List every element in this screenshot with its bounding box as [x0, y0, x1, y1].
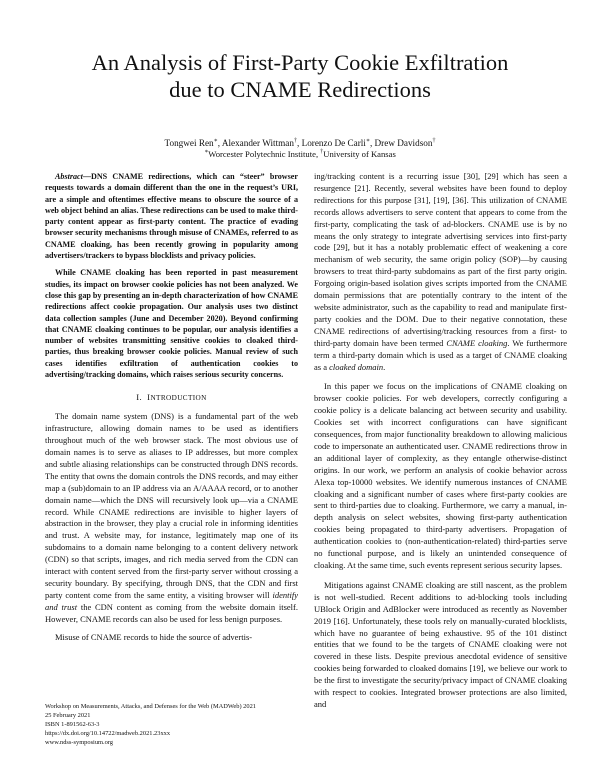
author-mark: ∗ — [213, 137, 218, 144]
body-paragraph-2: In this paper we focus on the implications of CNAME cloaking on browser cookie policies. For web developers, correctly configuring a cookie policy is a delicate balancing act between security and usability. Cookies set with incorrect configurations can have significant consequences, from major functionality breakdown to allowing malicious code to impersonate an authenticated user. CNAME redirections throw in an additional layer of complexity, as they entangle otherwise-distinct origins. In our work, we perform an analysis of cookie behavior across Alexa top-10000 websites. We identify numerous instances of CNAME cloaking and a significant number of cases where first-party cookies are sent to third-parties due to cloaking. Furthermore, we carry a manual, in-depth analysis on select websites, showing first-party authentication cookies being propagated to third-party advertisers. Propagation of authentication cookies to (non-authentication-related) third-parties serve no functional purpose, and is likely an unintended consequence of cloaking. At the same time, such events represent serious security lapses. — [314, 381, 567, 570]
footer-date: 25 February 2021 — [45, 712, 91, 719]
body-text-mid: . We furthermore term a third-party domain which is used as a target of CNAME cloaking as a — [314, 337, 567, 372]
intro-paragraph-2: Misuse of CNAME records to hide the source of advertis- — [55, 631, 253, 642]
author-list: Tongwei Ren∗, Alexander Wittman†, Lorenzo De Carli∗, Drew Davidson† — [164, 137, 436, 148]
author-mark: † — [432, 137, 436, 144]
footer-isbn: ISBN 1-891562-63-3 — [45, 721, 100, 728]
section-initial: I — [147, 392, 151, 403]
body-text: ing/tracking content is a recurring issue [30], [29] which has seen a resurgence [21]. Recently, several websites have been found to deploy redirections for this purpose [31], [19], [36]. This utilization of CNAME records allows advertisers to serve content that appears to come from the first-party, complicating the task of ad-blockers. CNAME use is by no means the only strategy to integrate advertising services into first-party code [29], but it has a notably problematic effect of weakening a core mechanism of web security, the same origin policy (SOP)—by causing browsers to treat third-party subdomains as part of the first party origin. Forgoing origin-based isolation gives scripts imported from the CNAME domain permissions that are potentially contrary to the intent of the website administrator, such as the capability to read and manipulate first-party cookies and the DOM. Due to their negative connotation, these CNAME redirections of advertising/tracking resources from a first- to third-party domain have been termed — [314, 171, 567, 348]
term-cloaked-domain: cloaked domain — [329, 361, 384, 372]
body-paragraph-3: Mitigations against CNAME cloaking are still nascent, as the problem is not well-studied. Recent additions to ad-blocking tools including UBlock Origin and AdBlocker were introduced as recently as November 2019 [16]. Unfortunately, these tools rely on manually-curated blocklists, which have no guarantee of being exhaustive. 95 of the 101 distinct entities that we found to be the targets of CNAME cloaking were not covered in these lists. Despite previous anecdotal evidence of sensitive cookies being forwarded to cloaked domains [19], we believe our work to be the first to investigate the security/privacy impact of CNAME cloaking with respect to cookies. Integrated browser protections are also limited, and — [314, 579, 567, 709]
affiliation-name: Worcester Polytechnic Institute — [208, 149, 316, 159]
abstract-text: —DNS CNAME redirections, which can “steer” browser requests towards a domain different than the one in the request’s URI, are a simple and oftentimes effective means to obscure the source of a web object behind an alias. These redirections can be used to make third-party content appear as first-party content. The practice of evading browser security mechanisms through misuse of CNAMEs, referred to as CNAME cloaking, has been recently growing in popularity among advertisers/trackers to bypass blocklists and privacy policies. — [45, 172, 298, 261]
intro-text: The domain name system (DNS) is a fundamental part of the web infrastructure, allowing domain names to be used as identifiers throughout much of the web browser stack. The most obvious use of domain names is to serve as aliases to IP addresses, but more complex and subtle aliasing relationships can be constructed through DNS records. The entity that owns the domain controls the DNS records, and may either map a (sub)domain to an IP address via an A/AAAA record, or to another domain name—which the DNS will recursively look up—via a CNAME record. While CNAME redirections are invisible to higher layers of abstraction in the browser, they play a crucial role in informing identities and trust. A website may, for instance, legitimately map one of its subdomains to a domain name belonging to a content delivery network (CDN) so that scripts, images, and rich media served from the CDN can interact with content served from the first-party server without crossing a security boundary. By specifying, through DNS, that the CDN and first party content come from the same entity, a visiting browser will — [45, 411, 298, 600]
abstract-lead: Abstract — [55, 172, 83, 181]
author-name: Alexander Wittman — [221, 138, 294, 148]
publication-footer — [45, 702, 298, 747]
abstract-paragraph-2: While CNAME cloaking has been reported in past measurement studies, its impact on browser cookie policies has not been analyzed. We close this gap by presenting an in-depth characterization of how CNAME redirections affect cookie propagation. Our analysis uses two distinct data collection samples (June and December 2020). Beyond confirming that CNAME cloaking continues to be popular, our analysis identifies a number of websites transmitting sensitive cookies to cloaked third-parties, thus breaking browser cookie policies. Manual review of such cases identifies exfiltration of authentication cookies to advertising/tracking domains, which raises serious security concerns. — [45, 268, 299, 380]
section-heading — [45, 392, 298, 405]
footer-doi-link[interactable]: https://dx.doi.org/10.14722/madweb.2021.23xxx — [45, 730, 171, 737]
author-name: Tongwei Ren — [164, 138, 214, 148]
affiliation-mark: ∗ — [204, 149, 209, 156]
title-line-2: due to CNAME Redirections — [169, 77, 431, 102]
body-text-end: . — [383, 361, 386, 372]
author-mark: † — [293, 137, 297, 144]
left-column — [45, 171, 298, 643]
intro-emphasis: identify and trust — [45, 589, 298, 612]
title-line-1: An Analysis of First-Party Cookie Exfiltration — [91, 50, 509, 75]
term-cname-cloaking: CNAME cloaking — [446, 337, 508, 348]
intro-paragraph — [45, 411, 298, 625]
section-title-rest: NTRODUCTION — [150, 394, 207, 403]
footer-website-link[interactable]: www.ndss-symposium.org — [45, 739, 113, 746]
author-mark: ∗ — [365, 137, 370, 144]
body-paragraph — [314, 171, 567, 373]
intro-text-end: the CDN content as coming from the website domain itself. However, CNAME records can also be used for less benign purposes. — [45, 601, 298, 624]
author-name: Lorenzo De Carli — [301, 138, 366, 148]
affiliation-name: University of Kansas — [323, 149, 396, 159]
affiliations: ∗Worcester Polytechnic Institute, †University of Kansas — [204, 149, 396, 159]
section-numeral: I. — [136, 392, 143, 403]
paper-title — [40, 49, 560, 103]
footer-venue: Workshop on Measurements, Attacks, and Defenses for the Web (MADWeb) 2021 — [45, 703, 256, 710]
right-column — [314, 171, 567, 711]
author-name: Drew Davidson — [374, 138, 433, 148]
abstract-paragraph — [45, 171, 298, 261]
affiliation-mark: † — [320, 149, 324, 156]
